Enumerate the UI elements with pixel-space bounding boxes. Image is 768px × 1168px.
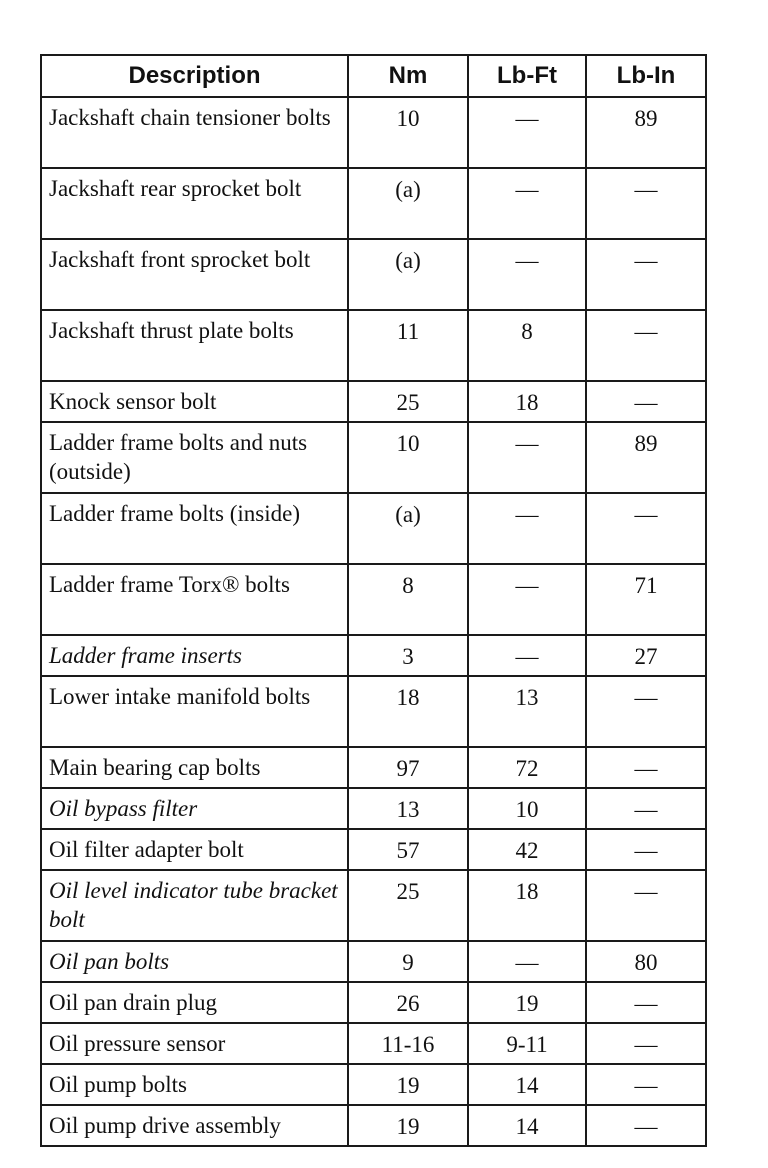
lb-in-cell: — (586, 310, 706, 381)
description-cell: Oil bypass filter (41, 788, 348, 829)
header-row (41, 55, 706, 97)
table-row (41, 982, 706, 1023)
lb-ft-cell: 8 (468, 310, 586, 381)
lb-ft-cell: — (468, 422, 586, 493)
lb-in-cell: — (586, 1023, 706, 1064)
nm-cell: 9 (348, 941, 468, 982)
lb-ft-cell: 72 (468, 747, 586, 788)
description-cell: Jackshaft thrust plate bolts (41, 310, 348, 381)
description-cell: Main bearing cap bolts (41, 747, 348, 788)
description-cell: Jackshaft front sprocket bolt (41, 239, 348, 310)
description-cell: Jackshaft chain tensioner bolts (41, 97, 348, 168)
table-row (41, 422, 706, 493)
table-row (41, 239, 706, 310)
table-row (41, 635, 706, 676)
nm-cell: 11-16 (348, 1023, 468, 1064)
lb-in-cell: 71 (586, 564, 706, 635)
header-nm: Nm (348, 55, 468, 97)
nm-cell: 26 (348, 982, 468, 1023)
lb-in-cell: — (586, 493, 706, 564)
table-row (41, 747, 706, 788)
description-cell: Oil level indicator tube bracket bolt (41, 870, 348, 941)
nm-cell: 11 (348, 310, 468, 381)
table-row (41, 829, 706, 870)
lb-ft-cell: 9-11 (468, 1023, 586, 1064)
table-row (41, 168, 706, 239)
nm-cell: (a) (348, 168, 468, 239)
description-cell: Lower intake manifold bolts (41, 676, 348, 747)
description-cell: Oil pump drive assembly (41, 1105, 348, 1146)
lb-ft-cell: 18 (468, 870, 586, 941)
table-row (41, 1023, 706, 1064)
lb-ft-cell: — (468, 493, 586, 564)
nm-cell: 19 (348, 1105, 468, 1146)
nm-cell: 13 (348, 788, 468, 829)
lb-ft-cell: 18 (468, 381, 586, 422)
description-cell: Oil filter adapter bolt (41, 829, 348, 870)
table-row (41, 310, 706, 381)
lb-ft-cell: 42 (468, 829, 586, 870)
table-row (41, 941, 706, 982)
nm-cell: (a) (348, 493, 468, 564)
table-row (41, 381, 706, 422)
description-cell: Knock sensor bolt (41, 381, 348, 422)
lb-in-cell: — (586, 982, 706, 1023)
description-cell: Oil pan bolts (41, 941, 348, 982)
nm-cell: 10 (348, 422, 468, 493)
table-row (41, 1064, 706, 1105)
nm-cell: 3 (348, 635, 468, 676)
lb-in-cell: — (586, 870, 706, 941)
lb-ft-cell: 19 (468, 982, 586, 1023)
lb-ft-cell: 14 (468, 1105, 586, 1146)
nm-cell: 10 (348, 97, 468, 168)
description-cell: Jackshaft rear sprocket bolt (41, 168, 348, 239)
lb-ft-cell: — (468, 239, 586, 310)
lb-in-cell: — (586, 1064, 706, 1105)
nm-cell: 97 (348, 747, 468, 788)
table-row (41, 97, 706, 168)
description-cell: Oil pan drain plug (41, 982, 348, 1023)
description-cell: Ladder frame inserts (41, 635, 348, 676)
nm-cell: 8 (348, 564, 468, 635)
lb-in-cell: — (586, 239, 706, 310)
table-row (41, 676, 706, 747)
lb-in-cell: — (586, 829, 706, 870)
description-cell: Ladder frame bolts and nuts (outside) (41, 422, 348, 493)
lb-ft-cell: 13 (468, 676, 586, 747)
nm-cell: 19 (348, 1064, 468, 1105)
table-row (41, 564, 706, 635)
lb-in-cell: — (586, 747, 706, 788)
lb-ft-cell: — (468, 97, 586, 168)
description-cell: Oil pump bolts (41, 1064, 348, 1105)
lb-ft-cell: — (468, 564, 586, 635)
description-cell: Ladder frame bolts (inside) (41, 493, 348, 564)
table-row (41, 788, 706, 829)
lb-in-cell: — (586, 168, 706, 239)
lb-ft-cell: — (468, 168, 586, 239)
description-cell: Oil pressure sensor (41, 1023, 348, 1064)
header-lb-in: Lb-In (586, 55, 706, 97)
lb-in-cell: 89 (586, 97, 706, 168)
lb-ft-cell: — (468, 635, 586, 676)
header-description: Description (41, 55, 348, 97)
lb-ft-cell: 14 (468, 1064, 586, 1105)
lb-in-cell: 27 (586, 635, 706, 676)
header-lb-ft: Lb-Ft (468, 55, 586, 97)
lb-in-cell: — (586, 381, 706, 422)
description-cell: Ladder frame Torx® bolts (41, 564, 348, 635)
nm-cell: 25 (348, 870, 468, 941)
nm-cell: 18 (348, 676, 468, 747)
lb-in-cell: 89 (586, 422, 706, 493)
nm-cell: (a) (348, 239, 468, 310)
nm-cell: 25 (348, 381, 468, 422)
lb-ft-cell: — (468, 941, 586, 982)
lb-in-cell: — (586, 1105, 706, 1146)
table-row (41, 1105, 706, 1146)
table-row (41, 870, 706, 941)
table-row (41, 493, 706, 564)
lb-ft-cell: 10 (468, 788, 586, 829)
torque-spec-table (40, 54, 707, 1147)
lb-in-cell: 80 (586, 941, 706, 982)
lb-in-cell: — (586, 676, 706, 747)
lb-in-cell: — (586, 788, 706, 829)
nm-cell: 57 (348, 829, 468, 870)
